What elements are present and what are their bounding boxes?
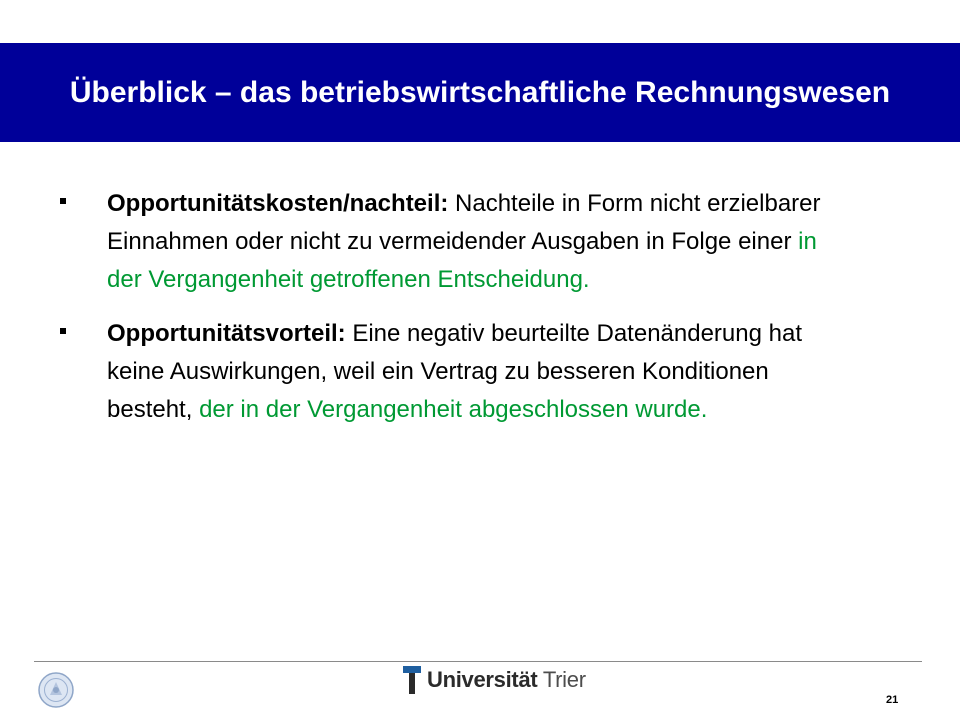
bullet-term: Opportunitätskosten/nachteil: [107,190,449,217]
bullet-highlight: der in der Vergangenheit abgeschlossen wurde. [199,396,708,423]
bullet-item [57,315,857,429]
university-seal-icon [37,671,75,709]
page-number: 21 [886,694,899,706]
bullet-square-icon [60,328,66,334]
university-logo [403,666,586,694]
footer-divider [34,661,922,662]
bullet-highlight: in der Vergangenheit getroffenen Entscheidung. [107,228,817,293]
bullet-text [107,185,857,299]
logo-text-light: Trier [542,667,586,692]
bullet-square-icon [60,198,66,204]
title-bar [0,43,960,142]
bullet-item [57,185,857,299]
logo-text-bold: Universität [427,667,538,692]
bullet-body: Eine negativ beurteilte Datenänderung hat keine Auswirkungen, weil ein Vertrag zu besseren Konditionen besteht, [107,320,802,423]
university-name [427,667,586,693]
bullet-term: Opportunitätsvorteil: [107,320,346,347]
slide-content [57,185,857,445]
bullet-body: Nachteile in Form nicht erzielbarer Einnahmen oder nicht zu vermeidender Ausgaben in Folge einer [107,190,821,255]
slide-title: Überblick – das betriebswirtschaftliche Rechnungswesen [69,75,891,109]
university-trier-logo-mark [403,666,421,694]
bullet-text [107,315,857,429]
